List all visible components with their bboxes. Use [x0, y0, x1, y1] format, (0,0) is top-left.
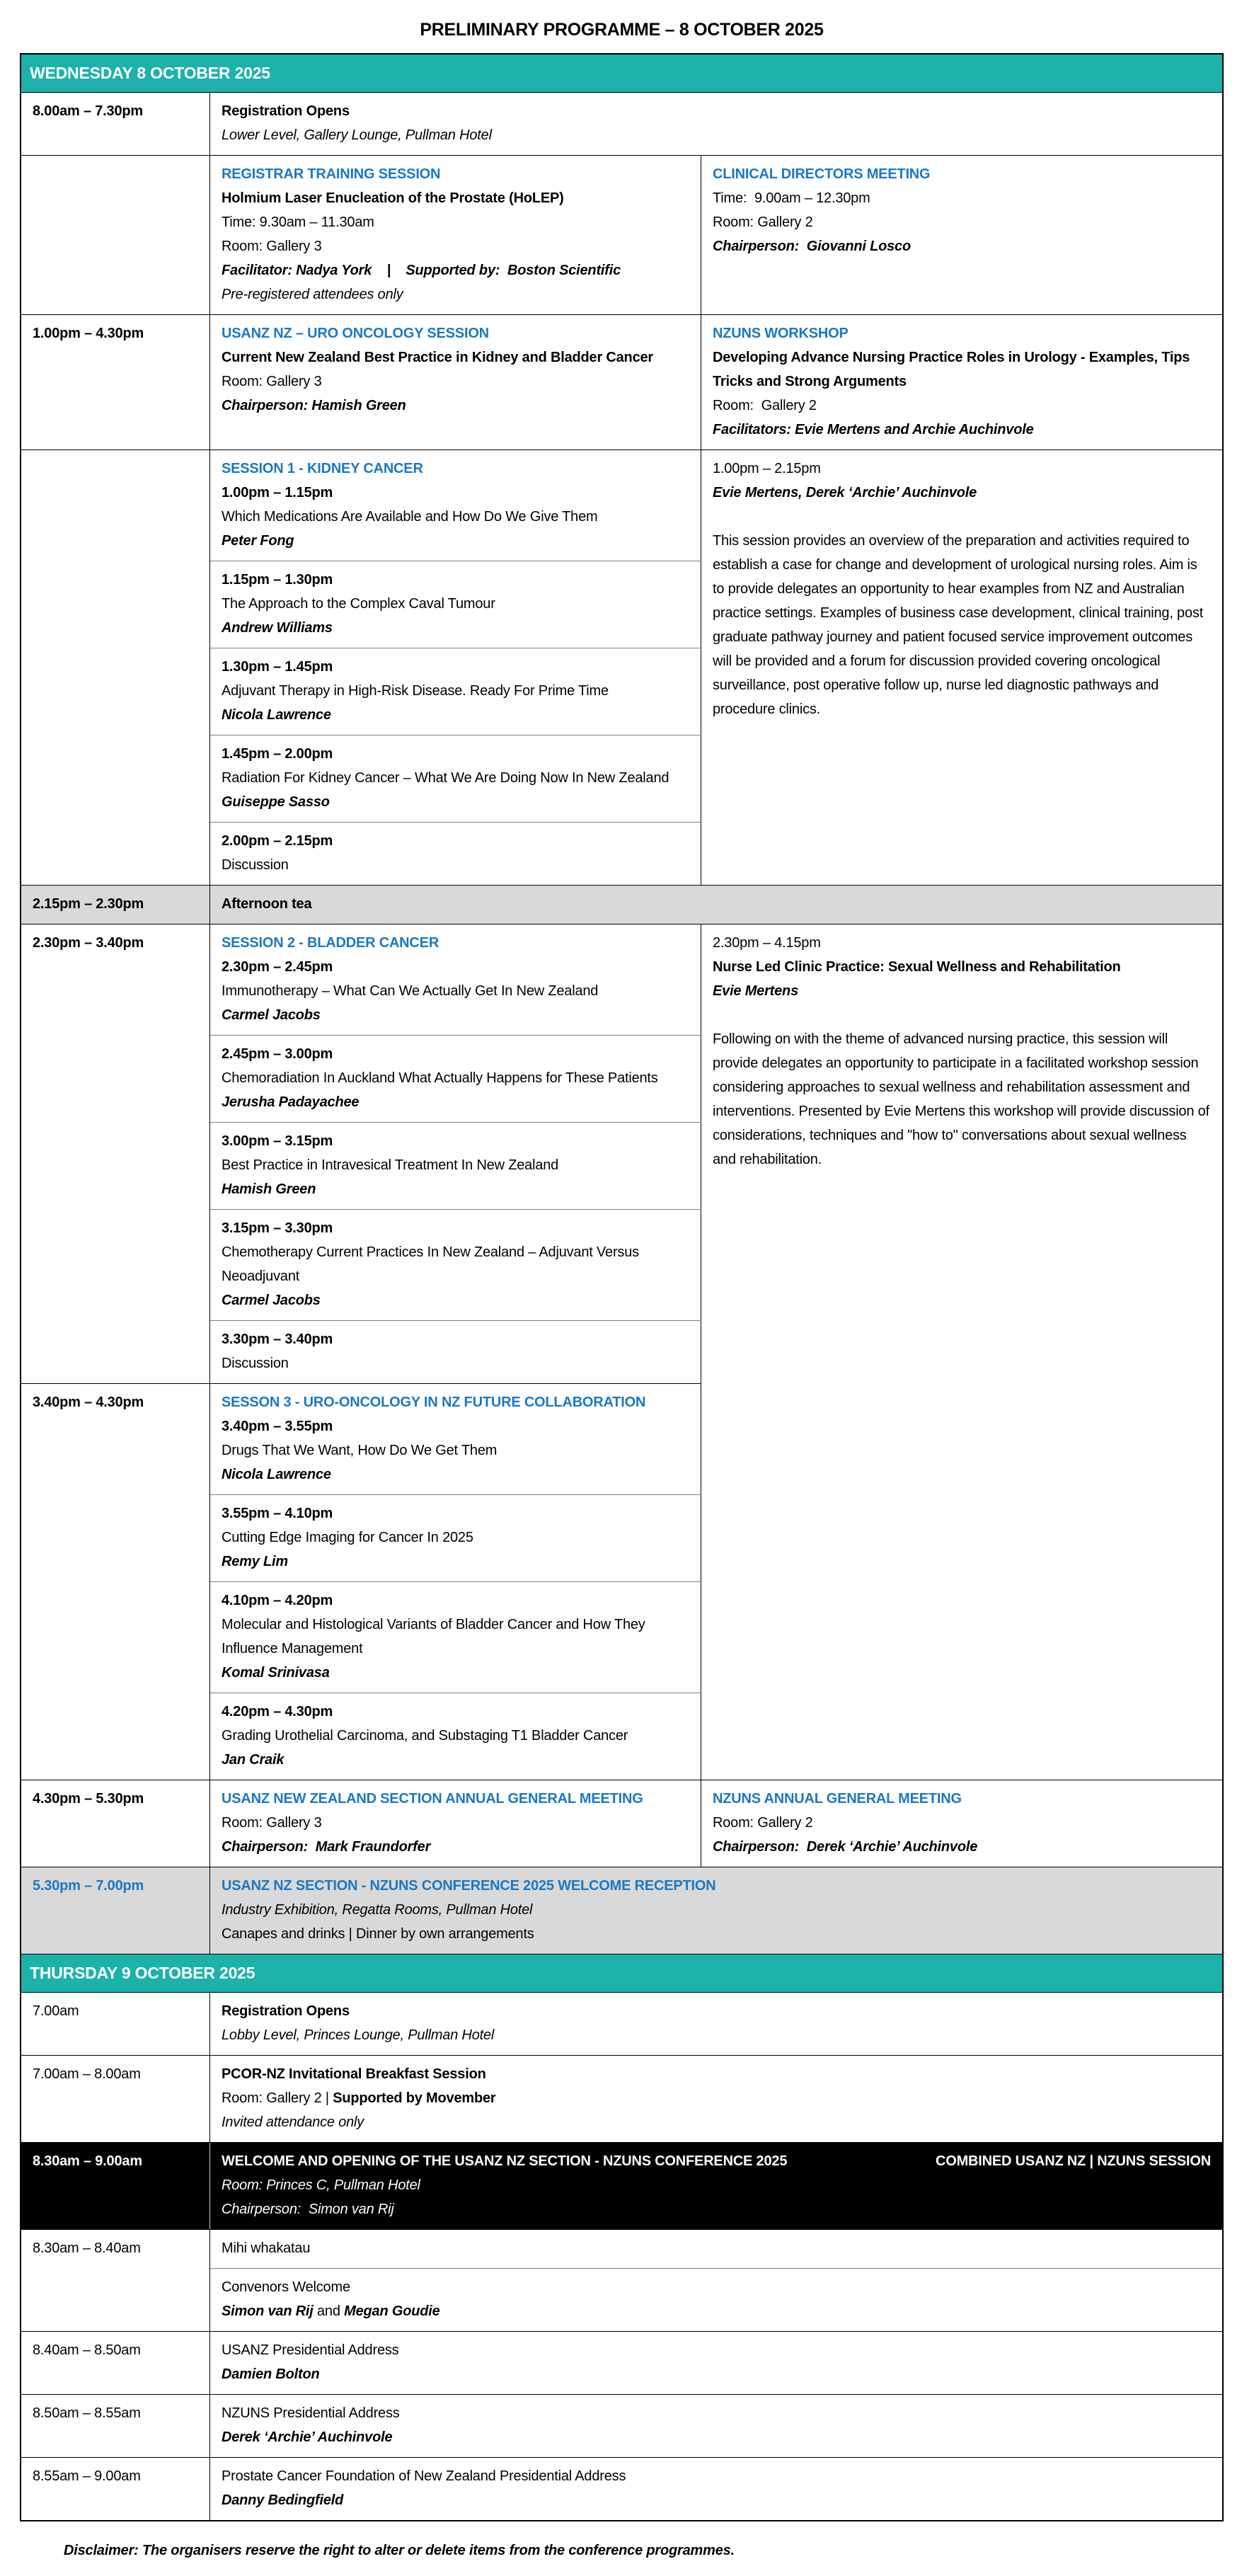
row-pcor-breakfast [21, 2056, 1222, 2143]
session-room: Room: Princes C, Pullman Hotel [222, 2177, 420, 2193]
talk-speaker: Carmel Jacobs [222, 1007, 321, 1023]
session-subtitle: Developing Advance Nursing Practice Roles in Urology - Examples, Tips Tricks and Strong Arguments [713, 350, 1190, 389]
talk-time: 4.20pm – 4.30pm [222, 1704, 333, 1719]
address-title: USANZ Presidential Address [222, 2342, 399, 2358]
side-speakers: Evie Mertens, Derek ‘Archie’ Auchinvole [713, 485, 977, 500]
combined-session-tag: COMBINED USANZ NZ | NZUNS SESSION [935, 2153, 1211, 2169]
talk-time: 1.30pm – 1.45pm [222, 659, 333, 675]
side-description: This session provides an overview of the preparation and activities required to establish a case for change and development of urological nursing roles. Aim is to provide delegates an opportunity to hear examples from NZ and Australian practice settings. Examples of business case development, clinical training, post graduate pathway journey and patient focused service improvement outcomes will be provided and a forum for discussion provided covering oncological surveillance, post operative follow up, nurse led diagnostic pathways and procedure clinics. [713, 533, 1204, 717]
time-cell: 5.30pm – 7.00pm [21, 1867, 210, 1954]
row-pcf-address [21, 2458, 1222, 2520]
nzuns-agm-cell [701, 1780, 1222, 1867]
time-cell: 8.00am – 7.30pm [21, 93, 210, 155]
talk-speaker: Remy Lim [222, 1554, 288, 1569]
side-time: 1.00pm – 2.15pm [713, 461, 821, 476]
talk-time: 2.45pm – 3.00pm [222, 1046, 333, 1062]
time-cell: 2.15pm – 2.30pm [21, 886, 210, 924]
talk-row [210, 925, 701, 1036]
talk-time: 3.55pm – 4.10pm [222, 1506, 333, 1521]
talk-time: 2.30pm – 2.45pm [222, 959, 333, 975]
session-heading: NZUNS ANNUAL GENERAL MEETING [713, 1791, 962, 1807]
pcor-cell [210, 2056, 1222, 2142]
talk-time: 1.00pm – 1.15pm [222, 485, 333, 500]
talk-row [210, 648, 701, 735]
nursing-session-cell [701, 450, 1222, 885]
session-time: Time: 9.30am – 11.30am [222, 214, 374, 230]
talk-speaker: Peter Fong [222, 533, 294, 549]
session-heading: SESSION 2 - BLADDER CANCER [222, 935, 439, 951]
talk-title: Cutting Edge Imaging for Cancer In 2025 [222, 1530, 473, 1545]
talk-title: Discussion [222, 857, 289, 873]
time-cell-empty [21, 156, 210, 314]
convenors-cell [210, 2269, 1222, 2331]
talk-row [210, 1036, 701, 1123]
talk-speaker: Nicola Lawrence [222, 1467, 331, 1482]
talk-row [210, 1582, 701, 1693]
session1-block [21, 450, 1222, 886]
time-cell: 4.30pm – 5.30pm [21, 1780, 210, 1867]
talk-row [210, 1693, 701, 1780]
time-cell: 8.30am – 9.00am [21, 2143, 210, 2229]
event-title: PCOR-NZ Invitational Breakfast Session [222, 2066, 486, 2082]
side-speaker: Evie Mertens [713, 983, 798, 999]
talk-row [210, 1210, 701, 1321]
talk-speaker: Nicola Lawrence [222, 707, 331, 723]
session-room: Room: Gallery 2 [713, 1815, 813, 1831]
session-subtitle: Holmium Laser Enucleation of the Prostate (HoLEP) [222, 190, 564, 206]
talk-time: 3.30pm – 3.40pm [222, 1332, 333, 1347]
time-cell: 8.40am – 8.50am [21, 2332, 210, 2394]
talk-row [210, 1321, 701, 1384]
supported-by-text: Supported by Movember [333, 2090, 496, 2106]
session2-3-block [21, 925, 1222, 1780]
talk-row [210, 1495, 701, 1582]
session-subtitle: Current New Zealand Best Practice in Kidney and Bladder Cancer [222, 350, 654, 365]
address-title: NZUNS Presidential Address [222, 2405, 400, 2421]
row-afternoon-tea [21, 886, 1222, 925]
session-location: Industry Exhibition, Regatta Rooms, Pullman Hotel [222, 1902, 533, 1918]
convenor-names [222, 2299, 1212, 2323]
time-cell: 7.00am [21, 1993, 210, 2055]
talk-title: Chemoradiation In Auckland What Actually Happens for These Patients [222, 1070, 658, 1086]
talk-speaker: Komal Srinivasa [222, 1665, 330, 1681]
session-chair: Chairperson: Mark Fraundorfer [222, 1839, 431, 1855]
talk-time: 3.40pm – 3.55pm [222, 1419, 333, 1434]
row-welcome-reception [21, 1867, 1222, 1954]
time-cell: 2.30pm – 3.40pm [21, 925, 210, 1384]
time-cell: 8.50am – 8.55am [21, 2395, 210, 2457]
convenor-name: Simon van Rij [222, 2303, 314, 2319]
talk-time: 3.15pm – 3.30pm [222, 1220, 333, 1236]
side-description: Following on with the theme of advanced nursing practice, this session will provide delegates an opportunity to participate in a facilitated workshop session considering approaches to sexual wellness and rehabilitation assessment and interventions. Presented by Evie Mertens this workshop will provide discussion of considerations, techniques and "how to" conversations about sexual wellness and rehabilitation. [713, 1031, 1209, 1167]
talk-time: 3.00pm – 3.15pm [222, 1133, 333, 1149]
event-title: Convenors Welcome [222, 2279, 350, 2295]
disclaimer-text: Disclaimer: The organisers reserve the right to alter or delete items from the conference programmes. [64, 2543, 735, 2558]
address-speaker: Damien Bolton [222, 2366, 320, 2382]
session-chair: Chairperson: Hamish Green [222, 398, 406, 413]
clinical-directors-cell [701, 156, 1222, 314]
session-note: Canapes and drinks | Dinner by own arrangements [222, 1926, 534, 1942]
session-heading: REGISTRAR TRAINING SESSION [222, 166, 441, 182]
event-note: Invited attendance only [222, 2114, 364, 2130]
talk-row [210, 450, 701, 561]
talk-title: Chemotherapy Current Practices In New Zealand – Adjuvant Versus Neoadjuvant [222, 1244, 639, 1284]
side-title: Nurse Led Clinic Practice: Sexual Wellness and Rehabilitation [713, 959, 1121, 975]
talk-title: Immunotherapy – What Can We Actually Get In New Zealand [222, 983, 599, 999]
session-chair: Chairperson: Giovanni Losco [713, 239, 911, 254]
session-heading: CLINICAL DIRECTORS MEETING [713, 166, 931, 182]
room-text: Room: Gallery 2 | [222, 2090, 333, 2106]
row-registrar-clinical [21, 156, 1222, 315]
day-header-thursday: THURSDAY 9 OCTOBER 2025 [21, 1954, 1222, 1993]
address-speaker: Derek ‘Archie’ Auchinvole [222, 2429, 393, 2445]
session-chair: Chairperson: Derek ‘Archie’ Auchinvole [713, 1839, 978, 1855]
content-cell [210, 93, 1222, 155]
session-room: Room: Gallery 3 [222, 374, 322, 389]
day-header-wednesday: WEDNESDAY 8 OCTOBER 2025 [21, 55, 1222, 93]
session-chair: Chairperson: Simon van Rij [222, 2202, 394, 2217]
talk-speaker: Guiseppe Sasso [222, 794, 330, 810]
address-cell [210, 2458, 1222, 2520]
time-cell: 7.00am – 8.00am [21, 2056, 210, 2142]
talk-time: 1.45pm – 2.00pm [222, 746, 333, 762]
reception-cell [210, 1867, 1222, 1954]
break-label: Afternoon tea [222, 896, 312, 912]
talk-title: Which Medications Are Available and How Do We Give Them [222, 509, 598, 525]
talk-row [210, 561, 701, 648]
talk-title: Molecular and Histological Variants of Bladder Cancer and How They Influence Management [222, 1617, 645, 1656]
talk-time: 4.10pm – 4.20pm [222, 1593, 333, 1608]
talk-title: Discussion [222, 1356, 289, 1371]
row-wed-registration [21, 93, 1222, 156]
talk-speaker: Hamish Green [222, 1181, 316, 1197]
talk-speaker: Andrew Williams [222, 620, 333, 636]
welcome-opening-cell [210, 2143, 1222, 2229]
event-title: Mihi whakatau [222, 2240, 311, 2256]
mihi-cell [210, 2230, 1222, 2269]
session-heading: USANZ NZ – URO ONCOLOGY SESSION [222, 326, 489, 341]
talk-title: The Approach to the Complex Caval Tumour [222, 596, 495, 612]
time-cell: 3.40pm – 4.30pm [21, 1384, 210, 1780]
talk-title: Adjuvant Therapy in High-Risk Disease. Ready For Prime Time [222, 683, 609, 699]
event-title: Registration Opens [222, 103, 350, 119]
time-cell: 8.55am – 9.00am [21, 2458, 210, 2520]
time-cell: 8.30am – 8.40am [21, 2230, 210, 2331]
convenor-name: Megan Goudie [344, 2303, 440, 2319]
row-usanz-address [21, 2332, 1222, 2395]
row-thu-registration [21, 1993, 1222, 2056]
session-facilitator: Facilitator: Nadya York | Supported by: Boston Scientific [222, 263, 621, 278]
side-time: 2.30pm – 4.15pm [713, 935, 821, 951]
session-room: Room: Gallery 3 [222, 239, 322, 254]
talk-row [210, 823, 701, 885]
row-welcome-opening [21, 2143, 1222, 2230]
nzuns-workshop-cell [701, 315, 1222, 450]
address-title: Prostate Cancer Foundation of New Zealand Presidential Address [222, 2468, 626, 2484]
session-heading: WELCOME AND OPENING OF THE USANZ NZ SECTION - NZUNS CONFERENCE 2025 [222, 2153, 788, 2169]
talk-speaker: Jan Craik [222, 1752, 284, 1768]
session-heading: SESSION 1 - KIDNEY CANCER [222, 461, 423, 476]
event-room [222, 2086, 1212, 2110]
registrar-training-cell [210, 156, 701, 314]
address-speaker: Danny Bedingfield [222, 2492, 344, 2508]
session-facilitators: Facilitators: Evie Mertens and Archie Auchinvole [713, 422, 1034, 437]
time-cell-empty [21, 450, 210, 885]
content-cell [210, 1993, 1222, 2055]
talk-speaker: Carmel Jacobs [222, 1293, 321, 1308]
talk-title: Radiation For Kidney Cancer – What We Are Doing Now In New Zealand [222, 770, 669, 786]
row-agms [21, 1780, 1222, 1867]
address-cell [210, 2332, 1222, 2394]
session-room: Room: Gallery 2 [713, 398, 817, 413]
event-location: Lobby Level, Princes Lounge, Pullman Hotel [222, 2027, 495, 2043]
session-heading: USANZ NEW ZEALAND SECTION ANNUAL GENERAL MEETING [222, 1791, 643, 1807]
talk-title: Grading Urothelial Carcinoma, and Substaging T1 Bladder Cancer [222, 1728, 628, 1744]
talk-time: 1.15pm – 1.30pm [222, 572, 333, 588]
session-heading: SESSON 3 - URO-ONCOLOGY IN NZ FUTURE COLLABORATION [222, 1395, 646, 1410]
session-room: Room: Gallery 3 [222, 1815, 322, 1831]
session-time: Time: 9.00am – 12.30pm [713, 190, 870, 206]
session-note: Pre-registered attendees only [222, 287, 403, 302]
event-title: Registration Opens [222, 2003, 350, 2019]
talk-row [210, 1123, 701, 1210]
time-cell: 1.00pm – 4.30pm [21, 315, 210, 450]
talk-row [210, 1384, 701, 1495]
row-uro-workshop [21, 315, 1222, 450]
page-title: PRELIMINARY PROGRAMME – 8 OCTOBER 2025 [420, 20, 824, 40]
session-room: Room: Gallery 2 [713, 214, 813, 230]
address-cell [210, 2395, 1222, 2457]
event-location: Lower Level, Gallery Lounge, Pullman Hotel [222, 127, 492, 143]
row-mihi-convenors [21, 2230, 1222, 2332]
talk-time: 2.00pm – 2.15pm [222, 833, 333, 849]
programme-table [20, 53, 1224, 2521]
talk-title: Best Practice in Intravesical Treatment In New Zealand [222, 1157, 559, 1173]
row-nzuns-address [21, 2395, 1222, 2458]
session-heading: NZUNS WORKSHOP [713, 326, 849, 341]
talk-speaker: Jerusha Padayachee [222, 1094, 360, 1110]
talk-title: Drugs That We Want, How Do We Get Them [222, 1443, 498, 1458]
session-heading: USANZ NZ SECTION - NZUNS CONFERENCE 2025 WELCOME RECEPTION [222, 1878, 716, 1894]
nurse-led-clinic-cell [701, 925, 1222, 1780]
usanz-agm-cell [210, 1780, 701, 1867]
talk-row [210, 735, 701, 823]
conjunction: and [313, 2303, 345, 2319]
uro-oncology-cell [210, 315, 701, 450]
